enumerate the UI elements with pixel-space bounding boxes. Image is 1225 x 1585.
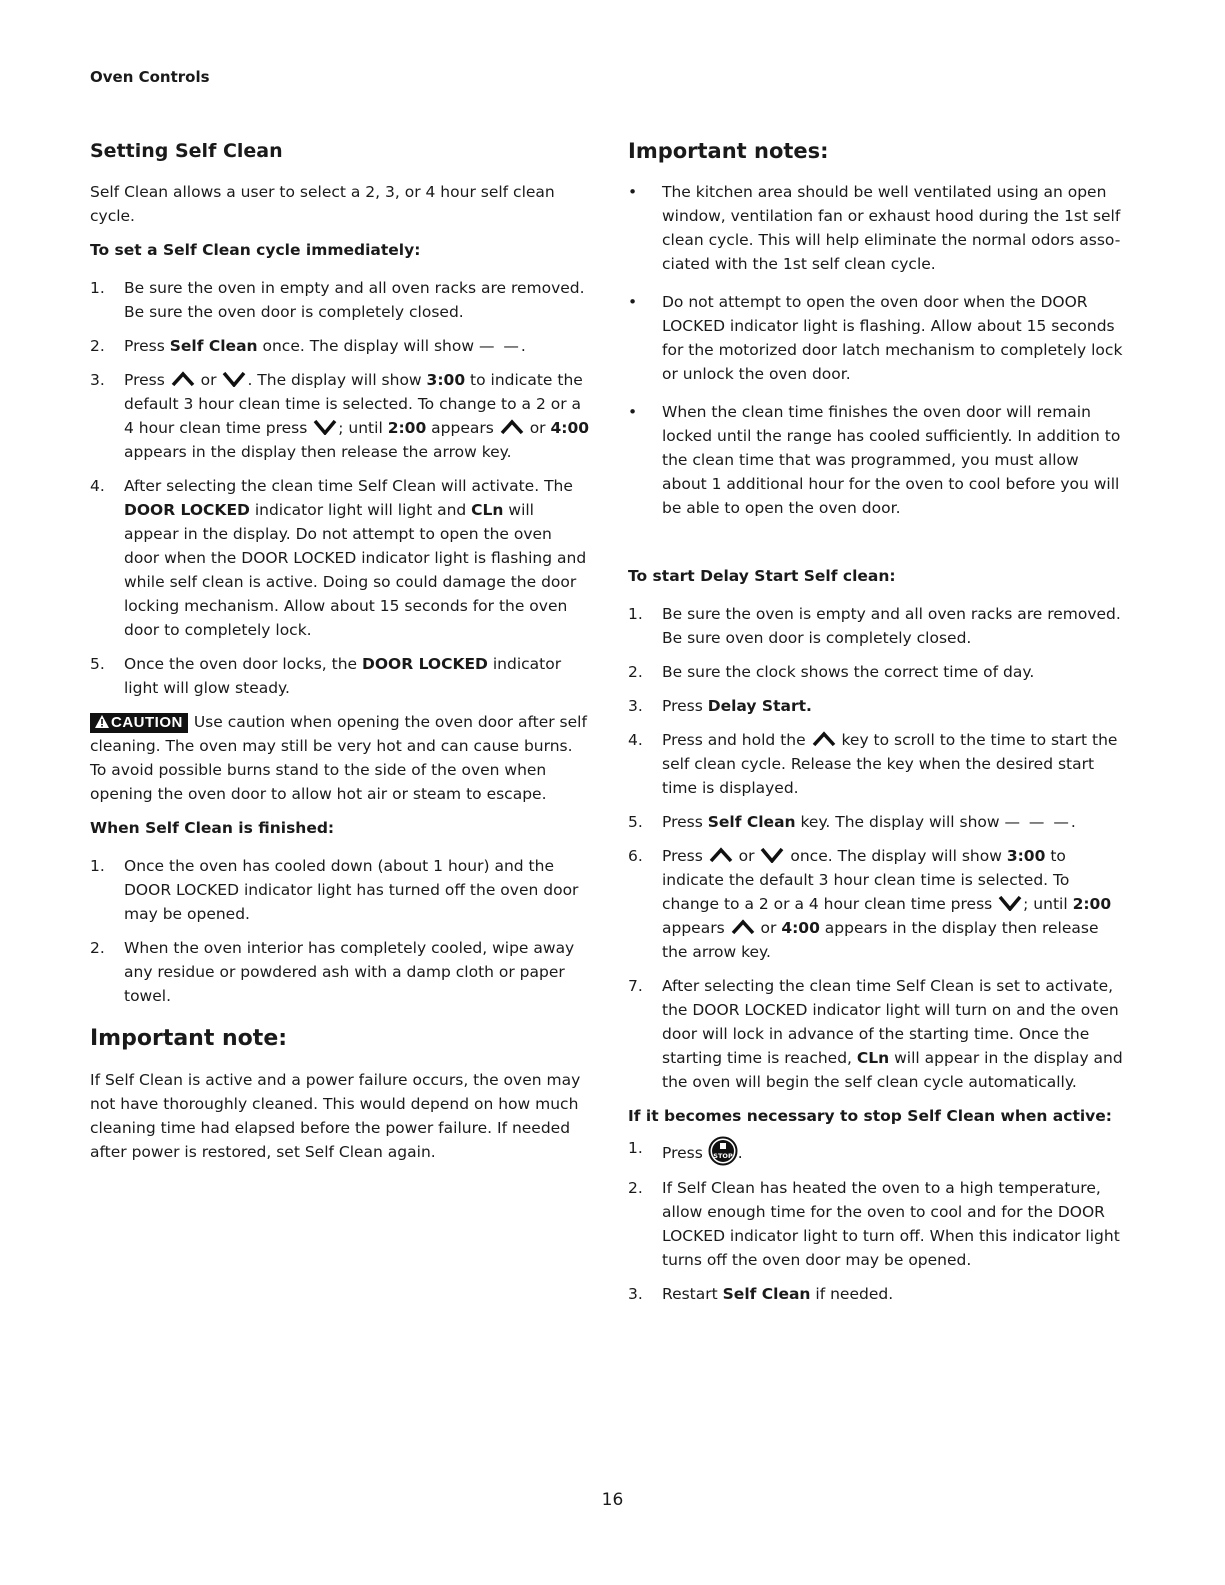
display-value: CLn xyxy=(856,1049,890,1067)
display-value: CLn xyxy=(471,501,504,519)
note-bullet-2 xyxy=(628,290,1128,386)
delay-step-4 xyxy=(628,728,1128,800)
step-number: 3. xyxy=(628,1285,643,1303)
stop-step-2 xyxy=(628,1176,1128,1272)
delay-step-2 xyxy=(628,660,1128,684)
important-note-text: If Self Clean is active and a power failure occurs, the oven may not have thoroughly cleaned. This would depend on how much cleaning time had elapsed before the power failure. If needed after power is restored, set Self Clean again. xyxy=(90,1071,581,1161)
step-text: Be sure the oven in empty and all oven racks are removed. Be sure the oven door is completely closed. xyxy=(124,279,585,321)
display-dashes: — — xyxy=(478,337,521,355)
important-notes-title: Important notes: xyxy=(628,139,829,163)
step-number: 4. xyxy=(90,477,105,495)
indicator-name: DOOR LOCKED xyxy=(362,655,488,673)
caution-label: CAUTION xyxy=(111,714,183,731)
step-text: ; until xyxy=(1023,895,1073,913)
step-text: After selecting the clean time Self Clean is set to activate, the DOOR LOCKED indicator light will turn on and the oven door will lock in advance of the starting time. Once the starting time is reached, xyxy=(662,977,1119,1067)
step-text: Press and hold the xyxy=(662,731,811,749)
note-bullet-3 xyxy=(628,400,1128,520)
up-arrow-icon xyxy=(811,731,837,747)
page-header: Oven Controls xyxy=(90,68,210,86)
display-value: 4:00 xyxy=(550,419,590,437)
step-4 xyxy=(90,474,590,642)
step-text: once. The display will show xyxy=(257,337,479,355)
step-text: appears in the display then release the arrow key. xyxy=(124,443,512,461)
display-value: 2:00 xyxy=(1072,895,1112,913)
step-text: ; until xyxy=(338,419,388,437)
key-name: Self Clean xyxy=(722,1285,811,1303)
spacer xyxy=(628,534,1128,564)
stop-key-icon xyxy=(708,1136,738,1166)
display-dashes: — — — xyxy=(1004,813,1071,831)
bullet-icon: • xyxy=(628,293,638,311)
svg-text:STOP: STOP xyxy=(713,1152,733,1160)
step-number: 5. xyxy=(90,655,105,673)
step-number: 4. xyxy=(628,731,643,749)
step-text: will appear in the display. Do not attempt to open the oven door when the DOOR LOCKED indicator light is flashing and while self clean is active. Doing so could damage the door locking mechanism. Allow about 15 seconds for the oven door to completely lock. xyxy=(124,501,587,639)
step-5 xyxy=(90,652,590,700)
caution-paragraph xyxy=(90,710,590,806)
delay-step-6 xyxy=(628,844,1128,964)
display-value: 4:00 xyxy=(781,919,820,937)
down-arrow-icon xyxy=(759,847,785,863)
step-text: Once the oven door locks, the xyxy=(124,655,363,673)
step-number: 2. xyxy=(90,939,105,957)
step-text: to indicate the default 3 hour clean time is selected. To change to a 2 or a 4 hour clean time press xyxy=(124,371,583,437)
delay-step-3 xyxy=(628,694,1128,718)
bullet-icon: • xyxy=(628,183,638,201)
stop-step-1 xyxy=(628,1136,1128,1166)
step-3 xyxy=(90,368,590,464)
stop-step-3 xyxy=(628,1282,1128,1306)
up-arrow-icon xyxy=(499,419,525,435)
note-bullet-1 xyxy=(628,180,1128,276)
page-number: 16 xyxy=(601,1490,624,1510)
up-arrow-icon xyxy=(730,919,756,935)
step-text: indicator light will glow steady. xyxy=(124,655,562,697)
down-arrow-icon xyxy=(997,895,1023,911)
indicator-name: DOOR LOCKED xyxy=(124,501,250,519)
step-number: 2. xyxy=(628,1179,643,1197)
step-text: . The display will show xyxy=(247,371,427,389)
right-column xyxy=(628,138,1128,1316)
bullet-text: Do not attempt to open the oven door when the DOOR LOCKED indicator light is flashing. Allow about 15 seconds for the motorized door latch mechanism to completely lock or unlock the oven door. xyxy=(662,293,1123,383)
key-name: Self Clean xyxy=(707,813,796,831)
step-text: appears xyxy=(662,919,730,937)
step-number: 2. xyxy=(90,337,105,355)
step-text: or xyxy=(524,419,551,437)
subsection-heading: When Self Clean is finished: xyxy=(90,819,335,837)
step-text: Press xyxy=(124,337,170,355)
step-text: or xyxy=(195,371,222,389)
subsection-heading: To start Delay Start Self clean: xyxy=(628,567,896,585)
notes-list xyxy=(628,180,1128,520)
step-text: Be sure the clock shows the correct time of day. xyxy=(662,663,1035,681)
step-2 xyxy=(90,334,590,358)
step-text: Restart xyxy=(662,1285,723,1303)
display-value: 2:00 xyxy=(387,419,427,437)
step-number: 1. xyxy=(628,605,643,623)
step-number: 3. xyxy=(90,371,105,389)
step-text: . xyxy=(737,1144,743,1162)
finished-step-2 xyxy=(90,936,590,1008)
down-arrow-icon xyxy=(312,419,338,435)
caution-badge xyxy=(90,713,188,733)
step-text: Press xyxy=(662,1144,708,1162)
caution-text: Use caution when opening the oven door after self cleaning. The oven may still be very hot and can cause burns. To avoid possible burns stand to the side of the oven when opening the oven door to allow hot air or steam to escape. xyxy=(90,713,587,803)
step-1 xyxy=(90,276,590,324)
step-number: 5. xyxy=(628,813,643,831)
up-arrow-icon xyxy=(708,847,734,863)
section-title: Setting Self Clean xyxy=(90,140,283,162)
subsection-heading: To set a Self Clean cycle immediately: xyxy=(90,241,421,259)
display-value: 3:00 xyxy=(426,371,466,389)
step-text: If Self Clean has heated the oven to a high temperature, allow enough time for the oven to cool and for the DOOR LOCKED indicator light to turn off. When this indicator light turns off the oven door may be opened. xyxy=(662,1179,1120,1269)
important-note-title: Important note: xyxy=(90,1026,288,1051)
finished-step-1 xyxy=(90,854,590,926)
warning-triangle-icon xyxy=(95,715,109,728)
step-text: After selecting the clean time Self Clean will activate. The xyxy=(124,477,573,495)
step-text: When the oven interior has completely cooled, wipe away any residue or powdered ash with a damp cloth or paper towel. xyxy=(124,939,575,1005)
step-number: 1. xyxy=(90,279,105,297)
step-text: appears xyxy=(426,419,499,437)
down-arrow-icon xyxy=(221,371,247,387)
step-number: 2. xyxy=(628,663,643,681)
step-text: or xyxy=(733,847,760,865)
key-name: Delay Start. xyxy=(707,697,812,715)
step-text: to indicate the default 3 hour clean time is selected. To change to a 2 or a 4 hour clean time press xyxy=(662,847,1070,913)
up-arrow-icon xyxy=(170,371,196,387)
bullet-icon: • xyxy=(628,403,638,421)
intro-text: Self Clean allows a user to select a 2, 3, or 4 hour self clean cycle. xyxy=(90,183,555,225)
delay-step-5 xyxy=(628,810,1128,834)
step-text: indicator light will light and xyxy=(249,501,472,519)
delay-step-7 xyxy=(628,974,1128,1094)
step-text: . xyxy=(520,337,526,355)
step-text: will appear in the display and the oven will begin the self clean cycle automatically. xyxy=(662,1049,1123,1091)
step-number: 3. xyxy=(628,697,643,715)
step-text: Press xyxy=(662,697,708,715)
subsection-heading: If it becomes necessary to stop Self Clean when active: xyxy=(628,1107,1112,1125)
delay-step-1 xyxy=(628,602,1128,650)
step-text: if needed. xyxy=(810,1285,894,1303)
key-name: Self Clean xyxy=(169,337,258,355)
step-text: once. The display will show xyxy=(785,847,1007,865)
step-number: 7. xyxy=(628,977,643,995)
step-text: or xyxy=(755,919,782,937)
left-column xyxy=(90,138,590,1174)
step-text: Press xyxy=(662,847,708,865)
display-value: 3:00 xyxy=(1006,847,1046,865)
bullet-text: The kitchen area should be well ventilated using an open window, ventilation fan or exhaust hood during the 1st self clean cycle. This will help eliminate the normal odors asso-ciated with the 1st self clean cycle. xyxy=(662,183,1121,273)
step-number: 1. xyxy=(90,857,105,875)
step-text: . xyxy=(1070,813,1076,831)
step-text: key. The display will show xyxy=(795,813,1005,831)
step-text: appears in the display then release the arrow key. xyxy=(662,919,1099,961)
step-text: Be sure the oven is empty and all oven racks are removed. Be sure oven door is completely closed. xyxy=(662,605,1121,647)
step-text: key to scroll to the time to start the self clean cycle. Release the key when the desired start time is displayed. xyxy=(662,731,1118,797)
bullet-text: When the clean time finishes the oven door will remain locked until the range has cooled sufficiently. In addition to the clean time that was programmed, you must allow about 1 additional hour for the oven to cool before you will be able to open the oven door. xyxy=(662,403,1121,517)
step-number: 1. xyxy=(628,1139,643,1157)
step-text: Once the oven has cooled down (about 1 hour) and the DOOR LOCKED indicator light has turned off the oven door may be opened. xyxy=(124,857,579,923)
step-text: Press xyxy=(662,813,708,831)
step-text: Press xyxy=(124,371,170,389)
step-number: 6. xyxy=(628,847,643,865)
